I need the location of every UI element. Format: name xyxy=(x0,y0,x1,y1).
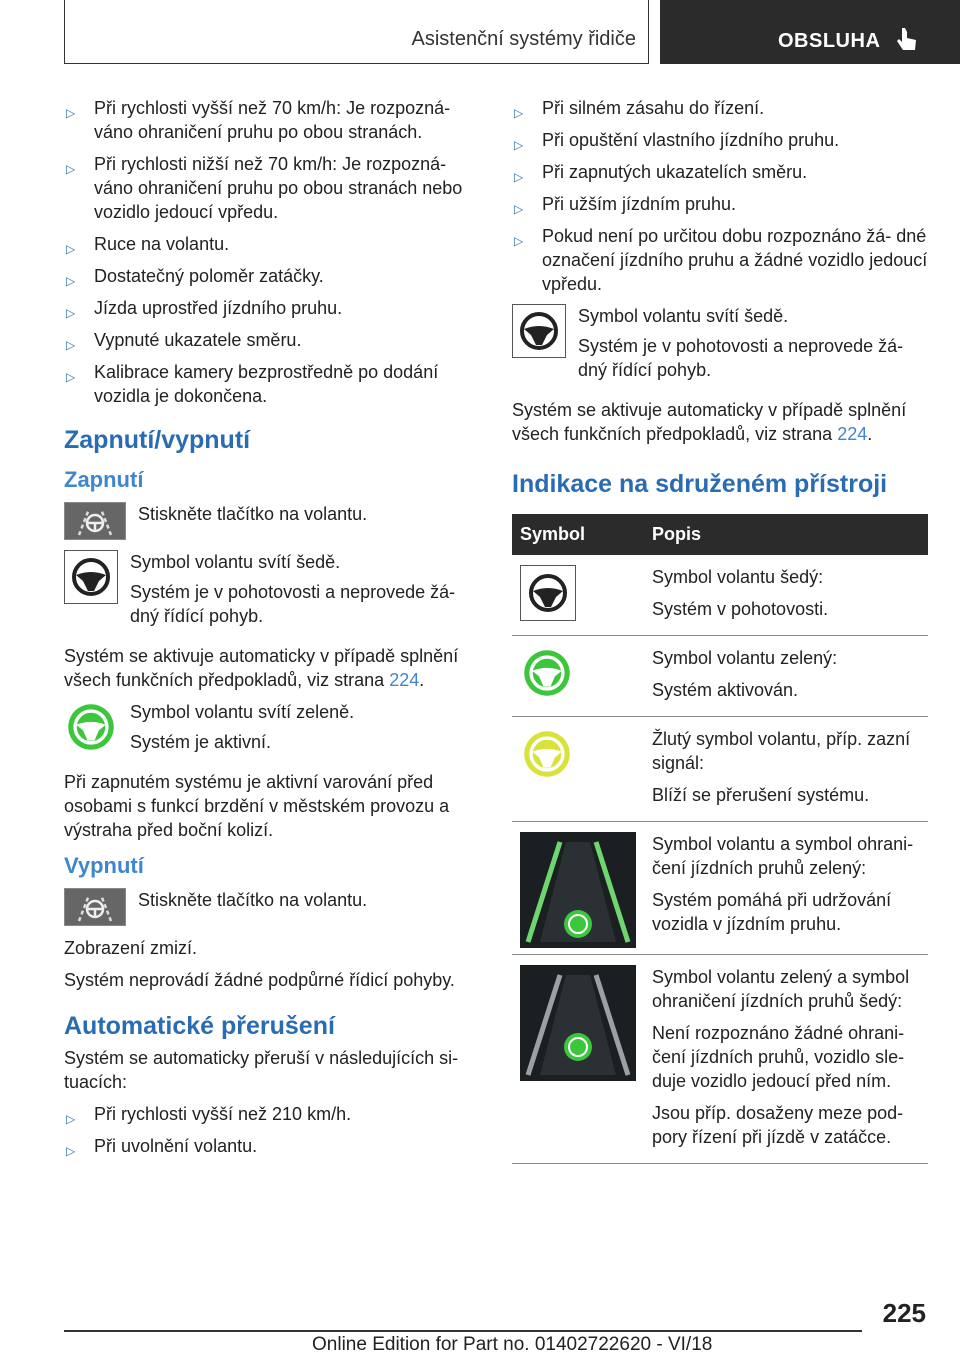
steering-wheel-grey-icon xyxy=(520,565,576,621)
auto-activate-text: Systém se aktivuje automaticky v případě splnění všech funkčních předpokladů, viz strana 224. xyxy=(64,646,459,690)
page-link[interactable]: 224 xyxy=(389,670,420,690)
off-text-1: Zobrazení zmizí. xyxy=(64,938,198,958)
table-header-symbol: Symbol xyxy=(512,514,644,555)
heading-on: Zapnutí xyxy=(64,467,144,492)
steering-wheel-green-icon xyxy=(64,700,118,754)
heading-on-off: Zapnutí/vypnutí xyxy=(64,426,251,454)
press-button-text: Stiskněte tlačítko na volantu. xyxy=(138,504,368,524)
heading-off: Vypnutí xyxy=(64,853,144,878)
grey-wheel-row xyxy=(64,550,480,634)
bullet-triangle-icon: ▷ xyxy=(66,162,76,176)
off-text-2: Systém neprovádí žádné podpůrné řídicí pohyby. xyxy=(64,970,455,990)
press-button-row xyxy=(64,502,480,540)
lane-grey-wheel-icon xyxy=(520,965,636,1081)
hand-pointer-icon xyxy=(895,26,919,54)
right-column xyxy=(512,96,928,1164)
list-item: ▷ Dostatečný poloměr zatáčky. xyxy=(64,264,480,288)
grey-wheel-text-2: Systém je v pohotovosti a neprovede žá‐ dný řídící pohyb. xyxy=(578,336,904,380)
list-item: ▷ Při zapnutých ukazatelích směru. xyxy=(512,160,928,184)
bullet-triangle-icon: ▷ xyxy=(66,370,76,384)
green-wheel-row xyxy=(64,700,480,760)
bullet-triangle-icon: ▷ xyxy=(66,106,76,120)
table-row: Symbol volantu šedý: Systém v pohotovosti. xyxy=(512,555,928,636)
footer-divider xyxy=(64,1330,862,1332)
heading-indication: Indikace na sdruženém přístroji xyxy=(512,470,888,498)
auto-activate-text: Systém se aktivuje automaticky v případě splnění všech funkčních předpokladů, viz strana 224. xyxy=(512,400,907,444)
green-wheel-text-2: Systém je aktivní. xyxy=(130,732,272,752)
lane-assist-button-icon xyxy=(64,888,126,926)
green-wheel-text-1: Symbol volantu svítí zeleně. xyxy=(130,702,355,722)
table-row: Symbol volantu a symbol ohrani‐ čení jízdních pruhů zelený: Systém pomáhá při udržování vozidla v jízdním pruhu. xyxy=(512,822,928,955)
list-item: ▷ Při uvolnění volantu. xyxy=(64,1134,480,1158)
header-section-title: Asistenční systémy řidiče xyxy=(411,28,636,50)
grey-wheel-text-2: Systém je v pohotovosti a neprovede žá‐ dný řídící pohyb. xyxy=(130,582,456,626)
interrupt-list xyxy=(64,1102,480,1158)
table-header-description: Popis xyxy=(644,514,928,555)
list-item: ▷ Jízda uprostřed jízdního pruhu. xyxy=(64,296,480,320)
press-button-row-off xyxy=(64,888,480,926)
steering-wheel-grey-icon xyxy=(64,550,118,604)
lane-assist-button-icon xyxy=(64,502,126,540)
table-row: Symbol volantu zelený a symbol ohraničení jízdních pruhů šedý: Není rozpoznáno žádné ohrani‐ čení jízdních pruhů, vozidlo sle‐ duje vozidlo jedoucí před ním. Jsou příp. dosaženy meze pod‐ pory řízení při jízdě v zatáčce. xyxy=(512,955,928,1164)
header-tab[interactable] xyxy=(660,0,960,64)
bullet-triangle-icon: ▷ xyxy=(66,306,76,320)
table-row: Symbol volantu zelený: Systém aktivován. xyxy=(512,636,928,717)
list-item: ▷ Vypnuté ukazatele směru. xyxy=(64,328,480,352)
list-item: ▷ Při rychlosti nižší než 70 km/h: Je rozpozná‐ váno ohraničení pruhu po obou stranách nebo vozidlo jedoucí vpředu. xyxy=(66,154,463,222)
bullet-triangle-icon: ▷ xyxy=(514,170,524,184)
grey-wheel-row xyxy=(512,304,928,388)
bullet-triangle-icon: ▷ xyxy=(66,1144,76,1158)
list-item: ▷ Při silném zásahu do řízení. xyxy=(512,96,928,120)
conditions-list xyxy=(64,96,480,408)
left-column xyxy=(64,96,480,1166)
bullet-triangle-icon: ▷ xyxy=(514,138,524,152)
steering-wheel-grey-icon xyxy=(512,304,566,358)
indication-table xyxy=(512,514,928,1164)
press-button-text: Stiskněte tlačítko na volantu. xyxy=(138,890,368,910)
list-item: ▷ Kalibrace kamery bezprostředně po dodání vozidla je dokončena. xyxy=(66,362,439,406)
footer-edition: Online Edition for Part no. 01402722620 - VI/18 xyxy=(312,1334,713,1355)
bullet-triangle-icon: ▷ xyxy=(514,106,524,120)
bullet-triangle-icon: ▷ xyxy=(66,242,76,256)
header-tab-label: OBSLUHA xyxy=(778,30,881,52)
list-item: ▷ Ruce na volantu. xyxy=(64,232,480,256)
auto-interrupt-intro: Systém se automaticky přeruší v následujících si‐ tuacích: xyxy=(64,1048,459,1092)
bullet-triangle-icon: ▷ xyxy=(66,274,76,288)
table-row: Žlutý symbol volantu, příp. zazní signál: Blíží se přerušení systému. xyxy=(512,717,928,822)
table-header-row xyxy=(512,514,928,555)
warning-text: Při zapnutém systému je aktivní varování před osobami s funkcí brzdění v městském provozu a výstraha před boční kolizí. xyxy=(64,772,450,840)
steering-wheel-yellow-icon xyxy=(520,727,574,781)
heading-auto-interrupt: Automatické přerušení xyxy=(64,1012,335,1040)
list-item: ▷ Pokud není po určitou dobu rozpoznáno žá‐ dné označení jízdního pruhu a žádné vozidlo jedoucí vpředu. xyxy=(514,226,928,294)
page-number: 225 xyxy=(882,1298,926,1328)
bullet-triangle-icon: ▷ xyxy=(66,338,76,352)
lane-green-wheel-icon xyxy=(520,832,636,948)
list-item: ▷ Při rychlosti vyšší než 70 km/h: Je rozpozná‐ váno ohraničení pruhu po obou stranách. xyxy=(66,98,451,142)
grey-wheel-text-1: Symbol volantu svítí šedě. xyxy=(578,306,789,326)
steering-wheel-green-icon xyxy=(520,646,574,700)
grey-wheel-text-1: Symbol volantu svítí šedě. xyxy=(130,552,341,572)
list-item: ▷ Při rychlosti vyšší než 210 km/h. xyxy=(64,1102,480,1126)
page-link[interactable]: 224 xyxy=(837,424,868,444)
header-section-box xyxy=(64,0,649,64)
list-item: ▷ Při opuštění vlastního jízdního pruhu. xyxy=(512,128,928,152)
bullet-triangle-icon: ▷ xyxy=(66,1112,76,1126)
list-item: ▷ Při užším jízdním pruhu. xyxy=(512,192,928,216)
interrupt-list-cont xyxy=(512,96,928,296)
bullet-triangle-icon: ▷ xyxy=(514,234,524,248)
bullet-triangle-icon: ▷ xyxy=(514,202,524,216)
